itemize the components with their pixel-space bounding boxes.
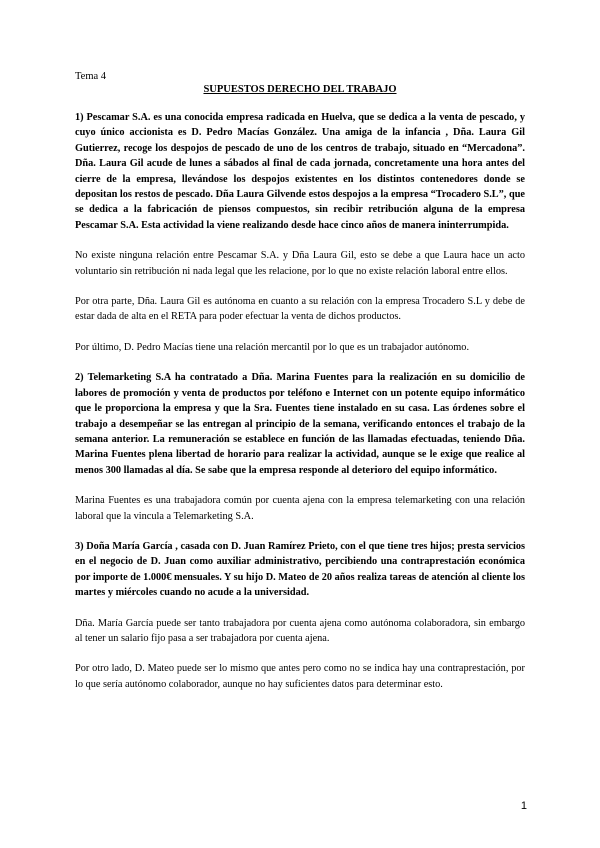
- case-1-answer-part-1: No existe ninguna relación entre Pescamar S.A. y Dña Laura Gil, esto se debe a que Laura hace un acto voluntario sin retribución ni nada legal que les relacione, por lo que no existe relación laboral entre ellos.: [75, 250, 525, 277]
- document-header: Tema 4: [75, 71, 107, 82]
- case-3-answer-part-1: Dña. María García puede ser tanto trabajadora por cuenta ajena como autónoma colaboradora, sin embargo al tener un salario fijo pasa a ser trabajadora por cuenta ajena.: [75, 617, 525, 644]
- case-1-statement: 1) Pescamar S.A. es una conocida empresa radicada en Huelva, que se dedica a la venta de pescado, y cuyo único accionista es D. Pedro Macías González. Una amiga de la infancia , Dña. Laura Gil Gutierrez, recoge los despojos de pescado de uno de los centros de trabajo, situado en “Mercadona”. Dña. Laura Gil acude de lunes a sábados al final de cada jornada, concretamente una hora antes del cierre de la empresa, llevándose los despojos existentes en los distintos contenedores donde se depositan los restos de pescado. Dña Laura Gilvende estos despojos a la empresa “Trocadero S.L”, que se dedica a la fabricación de piensos compuestos, sin recibir retribución alguna de la empresa Pescamar S.A. Esta actividad la viene realizando desde hace cinco años de manera ininterrumpida.: [75, 112, 525, 231]
- case-2-answer: Marina Fuentes es una trabajadora común por cuenta ajena con la empresa telemarketing con una relación laboral que la vincula a Telemarketing S.A.: [75, 495, 525, 522]
- case-2-statement: 2) Telemarketing S.A ha contratado a Dña. Marina Fuentes para la realización en su domicilio de labores de promoción y venta de productos por teléfono e Internet con un potente equipo informático que le proporciona la empresa y que la Sra. Fuentes tiene instalado en su casa. Las órdenes sobre el trabajo a desempeñar se las entregan al principio de la semana, verificando entonces el trabajo de la semana anterior. La remuneración se establece en función de las llamadas efectuadas, teniendo Dña. Marina Fuentes plena libertad de horario para realizar la actividad, aunque se le exige que realice al menos 300 llamadas al día. Se sabe que la empresa responde al deterioro del equipo informático.: [75, 372, 525, 476]
- case-1-answer-part-2: Por otra parte, Dña. Laura Gil es autónoma en cuanto a su relación con la empresa Trocadero S.L y debe de estar dada de alta en el RETA para poder efectuar la venta de dichos productos.: [75, 296, 525, 323]
- page-title: SUPUESTOS DERECHO DEL TRABAJO: [203, 84, 397, 95]
- case-3-statement: 3) Doña María García , casada con D. Juan Ramírez Prieto, con el que tiene tres hijos; presta servicios en el negocio de D. Juan como auxiliar administrativo, percibiendo una contraprestación económica por importe de 1.000€ mensuales. Y su hijo D. Mateo de 20 años realiza tareas de atención al cliente los martes y miércoles cuando no acude a la universidad.: [75, 540, 525, 599]
- case-3-answer-part-2: Por otro lado, D. Mateo puede ser lo mismo que antes pero como no se indica hay una contraprestación, por lo que sería autónomo colaborador, aunque no hay suficientes datos para determinar esto.: [75, 663, 525, 690]
- document-body: [75, 110, 525, 707]
- page-number: 1: [520, 800, 527, 812]
- case-1-answer-part-3: Por último, D. Pedro Macías tiene una relación mercantil por lo que es un trabajador autónomo.: [75, 341, 470, 353]
